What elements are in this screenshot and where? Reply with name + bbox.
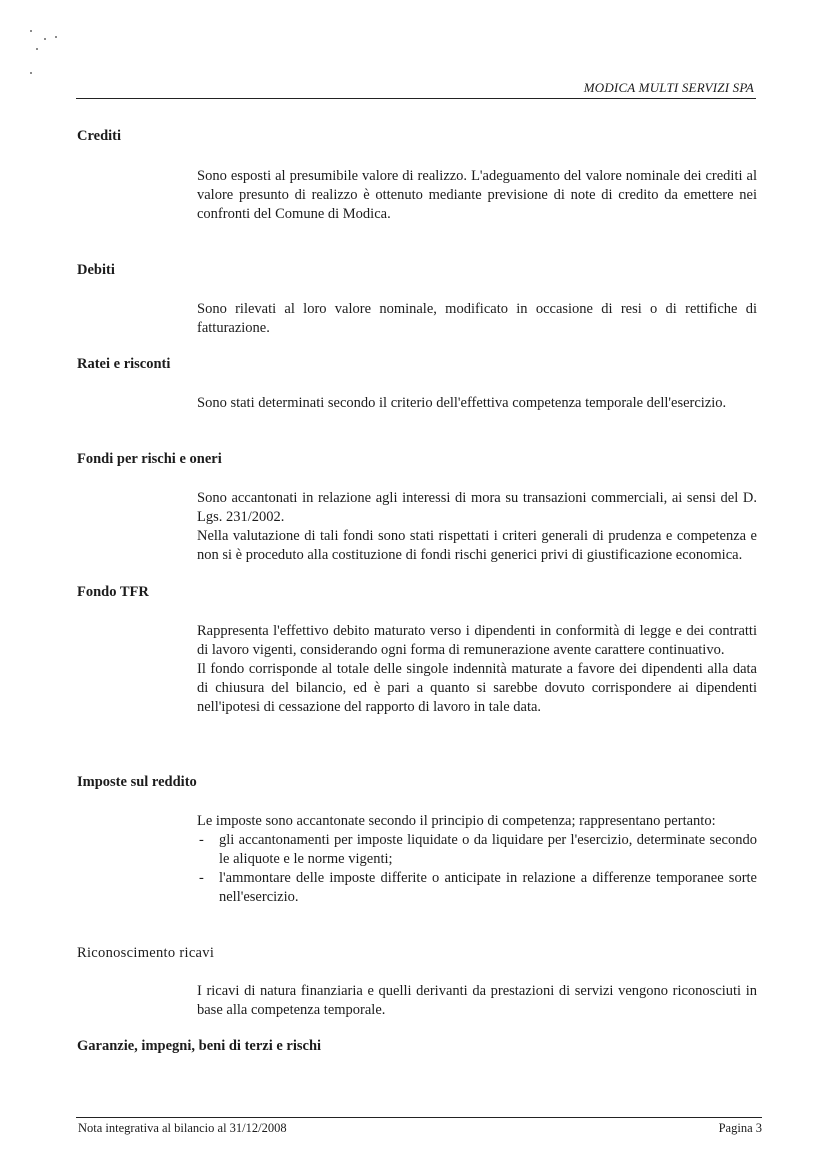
section-body-debiti <box>197 300 757 338</box>
paragraph: Sono accantonati in relazione agli interessi di mora su transazioni commerciali, ai sensi del D. Lgs. 231/2002. <box>197 490 757 525</box>
scan-speck <box>36 48 38 50</box>
scan-speck <box>55 36 57 38</box>
paragraph: Il fondo corrisponde al totale delle singole indennità maturate a favore dei dipendenti alla data di chiusura del bilancio, ed è pari a quanto si sarebbe dovuto corrispondere ai dipendenti nell'ipotesi di cessazione del rapporto di lavoro in tale data. <box>197 661 757 715</box>
section-body-imposte <box>197 812 757 907</box>
page-header <box>76 80 756 99</box>
section-title-fondi-rischi: Fondi per rischi e oneri <box>77 451 222 467</box>
section-title-crediti: Crediti <box>77 128 122 144</box>
section-title-garanzie: Garanzie, impegni, beni di terzi e rischi <box>77 1038 322 1054</box>
section-body-ratei-risconti <box>197 394 757 413</box>
scan-speck <box>30 30 32 32</box>
list-item: - gli accantonamenti per imposte liquidate o da liquidare per l'esercizio, determinate secondo le aliquote e le norme vigenti; <box>197 831 757 869</box>
scan-speck <box>44 38 46 40</box>
list-item: - l'ammontare delle imposte differite o anticipate in relazione a differenze temporanee sorte nell'esercizio. <box>197 869 757 907</box>
section-body-riconoscimento-ricavi <box>197 982 757 1020</box>
footer-document-title: Nota integrativa al bilancio al 31/12/2008 <box>78 1121 287 1135</box>
paragraph: Sono rilevati al loro valore nominale, modificato in occasione di resi o di rettifiche di fatturazione. <box>197 301 757 336</box>
paragraph: Nella valutazione di tali fondi sono stati rispettati i criteri generali di prudenza e competenza e non si è proceduto alla costituzione di fondi rischi generici privi di giustificazione economica. <box>197 528 757 563</box>
page-number: Pagina 3 <box>718 1121 762 1135</box>
section-title-ratei-risconti: Ratei e risconti <box>77 356 171 372</box>
section-body-fondi-rischi <box>197 489 757 565</box>
paragraph: Sono esposti al presumibile valore di realizzo. L'adeguamento del valore nominale dei crediti al valore presunto di realizzo è ottenuto mediante previsione di note di credito da emettere nei confronti del Comune di Modica. <box>197 168 757 222</box>
page-footer <box>76 1117 762 1138</box>
paragraph: Sono stati determinati secondo il criterio dell'effettiva competenza temporale dell'esercizio. <box>197 395 727 411</box>
section-title-riconoscimento-ricavi: Riconoscimento ricavi <box>77 945 215 961</box>
paragraph: I ricavi di natura finanziaria e quelli derivanti da prestazioni di servizi vengono riconosciuti in base alla competenza temporale. <box>197 983 757 1018</box>
paragraph: Le imposte sono accantonate secondo il principio di competenza; rappresentano pertanto: <box>197 813 716 829</box>
section-title-debiti: Debiti <box>77 262 115 278</box>
section-title-fondo-tfr: Fondo TFR <box>77 584 149 600</box>
bullet-list <box>197 831 757 907</box>
company-name: MODICA MULTI SERVIZI SPA <box>583 80 754 95</box>
section-body-fondo-tfr <box>197 622 757 717</box>
scan-speck <box>30 72 32 74</box>
paragraph: Rappresenta l'effettivo debito maturato verso i dipendenti in conformità di legge e dei contratti di lavoro vigenti, considerando ogni forma di remunerazione avente carattere continuativo. <box>197 623 757 658</box>
section-body-crediti <box>197 167 757 224</box>
section-title-imposte: Imposte sul reddito <box>77 774 197 790</box>
